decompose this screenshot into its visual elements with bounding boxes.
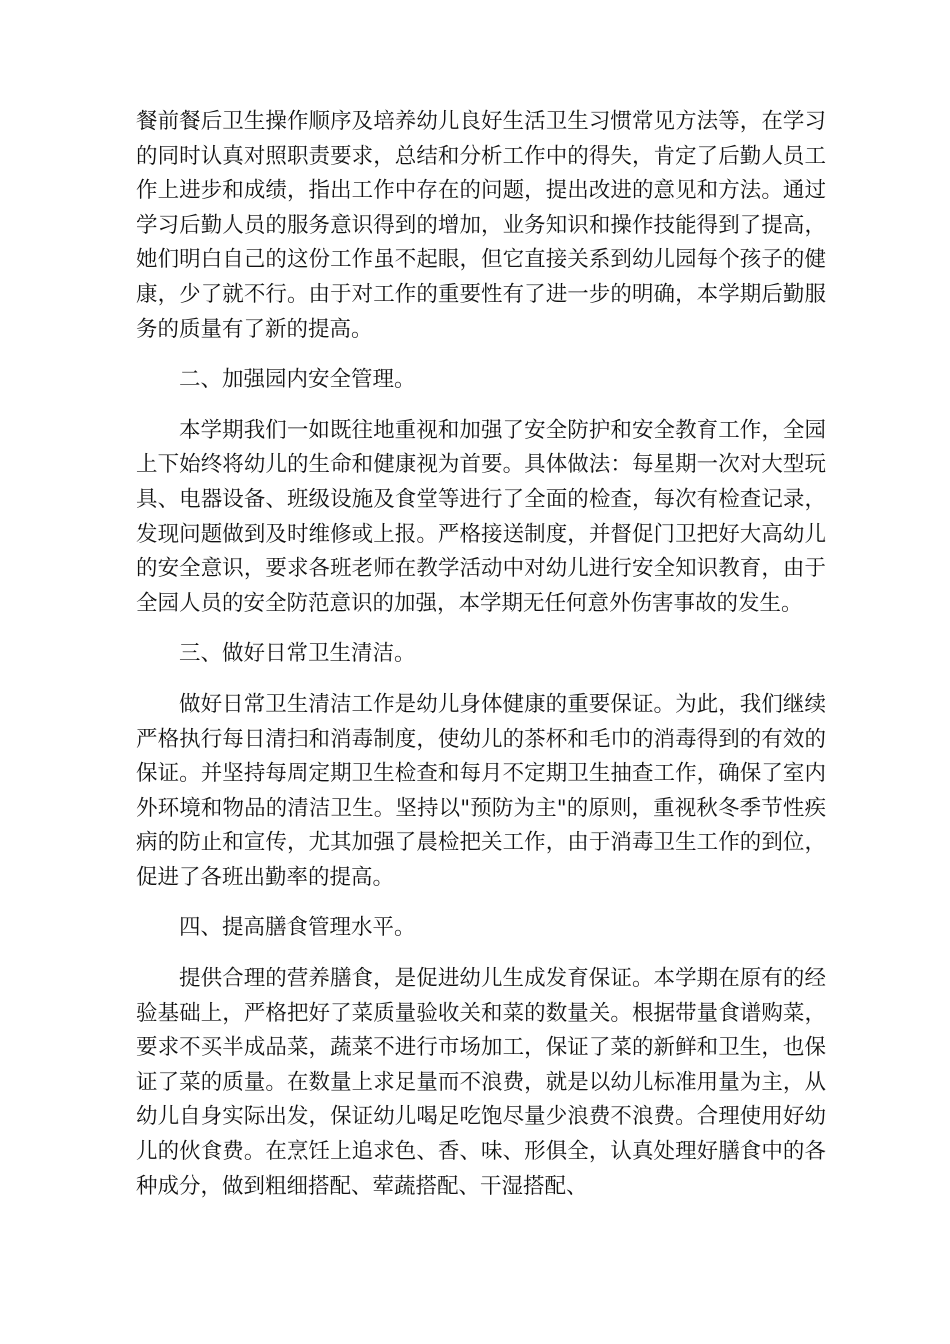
paragraph-gap [136,672,826,688]
paragraph-gap [136,621,826,637]
section-heading-hygiene: 三、做好日常卫生清洁。 [179,641,416,667]
section-heading-safety: 二、加强园内安全管理。 [179,367,416,393]
paragraph-hygiene: 做好日常卫生清洁工作是幼儿身体健康的重要保证。为此，我们继续严格执行每日清扫和消毒制度，使幼儿的茶杯和毛巾的消毒得到的有效的保证。并坚持每周定期卫生检查和每月不定期卫生抽查工作，确保了室内外环境和物品的清洁卫生。坚持以"预防为主"的原则，重视秋冬季节性疾病的防止和宣传，尤其加强了晨检把关工作，由于消毒卫生工作的到位，促进了各班出勤率的提高。 [136,691,826,890]
paragraph-meals: 提供合理的营养膳食，是促进幼儿生成发育保证。本学期在原有的经验基础上，严格把好了菜质量验收关和菜的数量关。根据带量食谱购菜，要求不买半成品菜，蔬菜不进行市场加工，保证了菜的新鲜和卫生，也保证了菜的质量。在数量上求足量而不浪费，就是以幼儿标准用量为主，从幼儿自身实际出发，保证幼儿喝足吃饱尽量少浪费不浪费。合理使用好幼儿的伙食费。在烹饪上追求色、香、味、形俱全，认真处理好膳食中的各种成分，做到粗细搭配、荤蔬搭配、干湿搭配、 [136,966,826,1199]
paragraph-continuation: 餐前餐后卫生操作顺序及培养幼儿良好生活卫生习惯常见方法等，在学习的同时认真对照职责要求，总结和分析工作中的得失，肯定了后勤人员工作上进步和成绩，指出工作中存在的问题，提出改进的意见和方法。通过学习后勤人员的服务意识得到的增加，业务知识和操作技能得到了提高，她们明白自己的这份工作虽不起眼，但它直接关系到幼儿园每个孩子的健康，少了就不行。由于对工作的重要性有了进一步的明确，本学期后勤服务的质量有了新的提高。 [136,109,826,342]
section-heading-meals: 四、提高膳食管理水平。 [179,915,416,941]
paragraph-gap [136,895,826,911]
paragraph-gap [136,946,826,962]
paragraph-gap [136,398,826,414]
document-page [136,105,826,1204]
paragraph-gap [136,347,826,363]
paragraph-safety: 本学期我们一如既往地重视和加强了安全防护和安全教育工作，全园上下始终将幼儿的生命和健康视为首要。具体做法：每星期一次对大型玩具、电器设备、班级设施及食堂等进行了全面的检查，每次有检查记录，发现问题做到及时维修或上报。严格接送制度，并督促门卫把好大高幼儿的安全意识，要求各班老师在教学活动中对幼儿进行安全知识教育，由于全园人员的安全防范意识的加强，本学期无任何意外伤害事故的发生。 [136,417,826,616]
